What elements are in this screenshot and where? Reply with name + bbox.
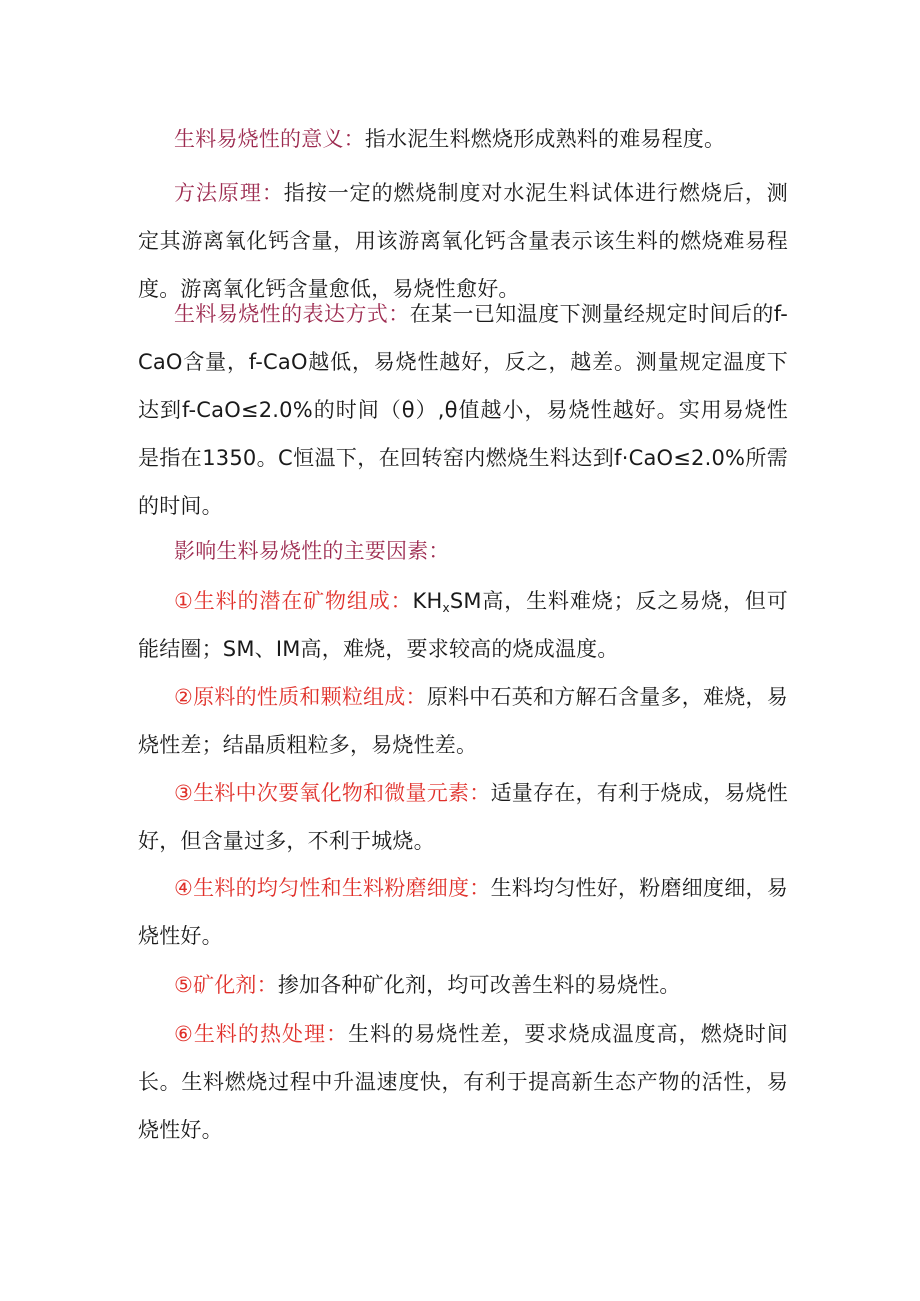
significance-body: 指水泥生料燃烧形成熟料的难易程度。 [364, 127, 726, 151]
factor-4-heading: ④生料的均匀性和生料粉磨细度： [174, 876, 491, 900]
paragraph-expression [138, 290, 788, 530]
factor-1-subscript: x [442, 601, 450, 615]
significance-heading: 生料易烧性的意义： [174, 127, 365, 151]
factor-6-heading: ⑥生料的热处理： [174, 1022, 349, 1046]
paragraph-factor-3 [138, 769, 788, 865]
factor-1-heading: ①生料的潜在矿物组成： [174, 589, 413, 613]
factor-1-body-a: KH [412, 589, 443, 613]
expression-body: 在某一已知温度下测量经规定时间后的f-CaO含量，f-CaO越低，易烧性越好，反之，越差。测量规定温度下达到f-CaO≤2.0%的时间（θ）,θ值越小，易烧性越好。实用易烧性是指在1350。C恒温下，在回转窑内燃烧生料达到f·CaO≤2.0%所需的时间。 [138, 302, 788, 518]
factor-4-body: 生料均匀性好，粉磨细度细，易烧性好。 [138, 876, 788, 948]
factor-5-body: 掺加各种矿化剂，均可改善生料的易烧性。 [277, 973, 681, 997]
paragraph-factor-5 [138, 961, 788, 1009]
paragraph-factors-title [138, 527, 788, 575]
factor-5-heading: ⑤矿化剂： [174, 973, 278, 997]
paragraph-factor-6 [138, 1010, 788, 1154]
paragraph-factor-2 [138, 673, 788, 769]
factor-3-body: 适量存在，有利于烧成，易烧性好，但含量过多，不利于城烧。 [138, 781, 788, 853]
factor-1-body-b: SM高，生料难烧；反之易烧，但可能结圈；SM、IM高，难烧，要求较高的烧成温度。 [138, 589, 788, 661]
paragraph-factor-1 [138, 577, 788, 673]
paragraph-significance [138, 115, 788, 163]
principle-heading: 方法原理： [174, 181, 284, 205]
principle-body: 指按一定的燃烧制度对水泥生料试体进行燃烧后，测定其游离氧化钙含量，用该游离氧化钙含量表示该生料的燃烧难易程度。游离氧化钙含量愈低，易烧性愈好。 [138, 181, 788, 301]
factor-2-body: 原料中石英和方解石含量多，难烧，易烧性差；结晶质粗粒多，易烧性差。 [138, 685, 788, 757]
paragraph-factor-4 [138, 864, 788, 960]
factor-2-heading: ②原料的性质和颗粒组成： [174, 685, 427, 709]
factor-3-heading: ③生料中次要氧化物和微量元素： [174, 781, 491, 805]
expression-heading: 生料易烧性的表达方式： [174, 302, 410, 326]
factors-title-heading: 影响生料易烧性的主要因素： [174, 539, 450, 563]
factor-6-body: 生料的易烧性差，要求烧成温度高，燃烧时间长。生料燃烧过程中升温速度快，有利于提高新生态产物的活性，易烧性好。 [138, 1022, 789, 1142]
